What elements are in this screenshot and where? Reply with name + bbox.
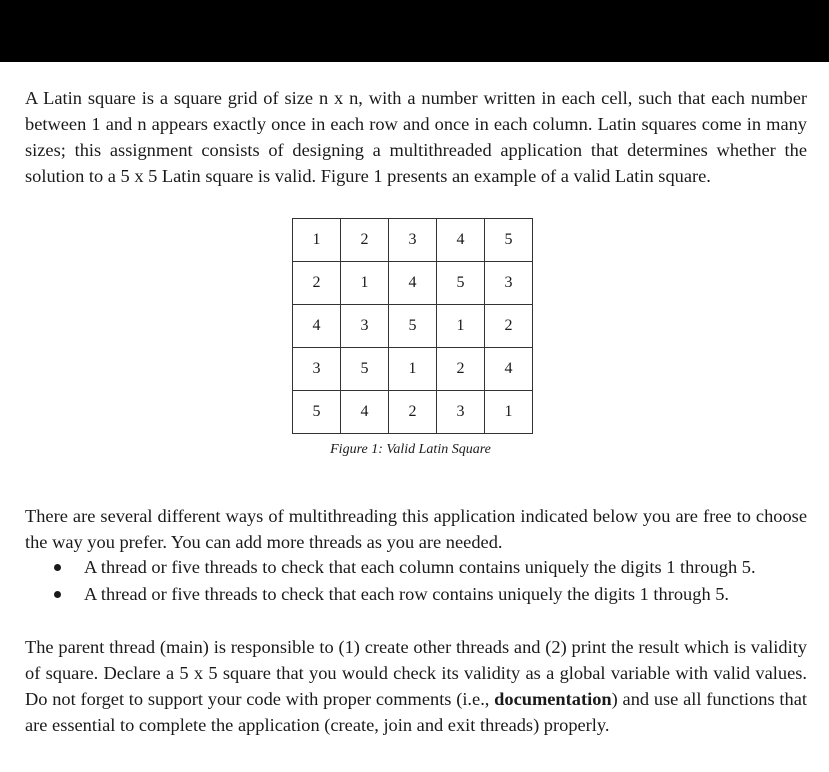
grid-cell: 3 [293,348,341,391]
grid-cell: 5 [485,219,533,262]
grid-cell: 5 [389,305,437,348]
table-row [293,262,533,305]
grid-cell: 1 [437,305,485,348]
grid-cell: 4 [341,391,389,434]
bullet-text: A thread or five threads to check that each column contains uniquely the digits 1 through 5. [84,557,756,577]
grid-cell: 5 [437,262,485,305]
parent-text-before: The parent thread (main) is responsible to (1) create other threads and (2) print the result which is validity of square. Declare a 5 x 5 square that you would check its validity as a global variable with valid values. Do not forget to support your code with proper comments (i.e., [25,637,807,709]
latin-square-table [292,218,533,434]
grid-cell: 1 [485,391,533,434]
table-row [293,219,533,262]
grid-cell: 2 [293,262,341,305]
grid-cell: 3 [485,262,533,305]
parent-paragraph [25,634,807,738]
grid-cell: 3 [389,219,437,262]
bullet-icon [54,591,61,598]
table-row [293,348,533,391]
grid-cell: 4 [293,305,341,348]
threading-paragraph: There are several different ways of multithreading this application indicated below you are free to choose the way you prefer. You can add more threads as you are needed. [25,506,807,552]
table-row [293,305,533,348]
grid-cell: 4 [437,219,485,262]
grid-cell: 4 [485,348,533,391]
bullet-text: A thread or five threads to check that each row contains uniquely the digits 1 through 5. [84,584,730,604]
bullet-icon [54,564,61,571]
grid-cell: 1 [389,348,437,391]
grid-cell: 2 [341,219,389,262]
grid-cell: 5 [293,391,341,434]
grid-cell: 3 [341,305,389,348]
table-row [293,391,533,434]
grid-cell: 2 [485,305,533,348]
grid-cell: 1 [293,219,341,262]
grid-cell: 1 [341,262,389,305]
top-black-bar [0,0,829,62]
parent-text-after: ) and use all functions that are essential to complete the application (create, join and exit threads) properly. [25,689,807,735]
threading-bullet-list [52,554,756,608]
list-item [52,581,756,608]
figure-caption: Figure 1: Valid Latin Square [330,442,491,457]
grid-cell: 2 [437,348,485,391]
grid-cell: 4 [389,262,437,305]
grid-cell: 5 [341,348,389,391]
grid-cell: 2 [389,391,437,434]
documentation-emphasis: documentation [494,689,612,709]
intro-paragraph: A Latin square is a square grid of size n x n, with a number written in each cell, such that each number between 1 and n appears exactly once in each row and once in each column. Latin squares come in many sizes; this assignment consists of designing a multithreaded application that determines whether the solution to a 5 x 5 Latin square is valid. Figure 1 presents an example of a valid Latin square. [25,88,807,186]
list-item [52,554,756,581]
grid-cell: 3 [437,391,485,434]
